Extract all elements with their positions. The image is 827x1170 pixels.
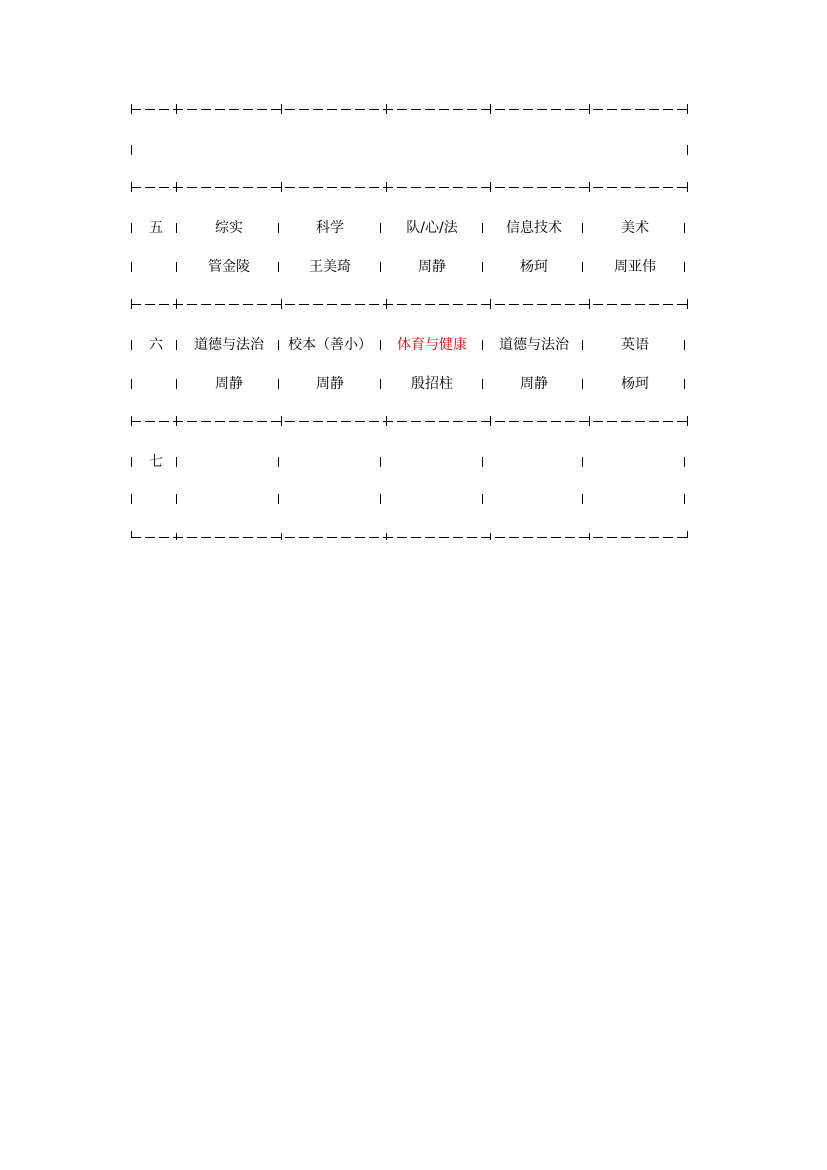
table-row (128, 333, 694, 357)
teacher-cell: 杨珂 (520, 259, 548, 275)
subject-cell: 道德与法治 (499, 337, 569, 353)
teacher-cell: 周静 (215, 376, 243, 392)
table-row (128, 372, 694, 396)
table-row (128, 450, 694, 474)
subject-cell: 道德与法治 (194, 337, 264, 353)
teacher-cell: 杨珂 (621, 376, 649, 392)
teacher-cell: 周静 (520, 376, 548, 392)
subject-cell: 美术 (621, 220, 649, 236)
subject-cell: 队/心/法 (406, 220, 458, 236)
teacher-cell: 王美琦 (309, 259, 351, 275)
subject-cell-highlighted: 体育与健康 (397, 337, 467, 353)
subject-cell: 科学 (316, 220, 344, 236)
subject-cell: 信息技术 (506, 220, 562, 236)
teacher-cell: 周亚伟 (614, 259, 656, 275)
subject-cell: 综实 (215, 220, 243, 236)
period-label: 七 (149, 454, 163, 470)
period-label: 五 (149, 220, 163, 236)
table-row (128, 255, 694, 279)
table-row (128, 487, 694, 511)
teacher-cell: 周静 (316, 376, 344, 392)
teacher-cell: 周静 (418, 259, 446, 275)
period-label: 六 (149, 337, 163, 353)
teacher-cell: 殷招柱 (411, 376, 453, 392)
teacher-cell: 管金陵 (208, 259, 250, 275)
subject-cell: 英语 (621, 337, 649, 353)
table-row-empty (128, 138, 694, 162)
subject-cell: 校本（善小） (288, 337, 372, 353)
table-row (128, 216, 694, 240)
